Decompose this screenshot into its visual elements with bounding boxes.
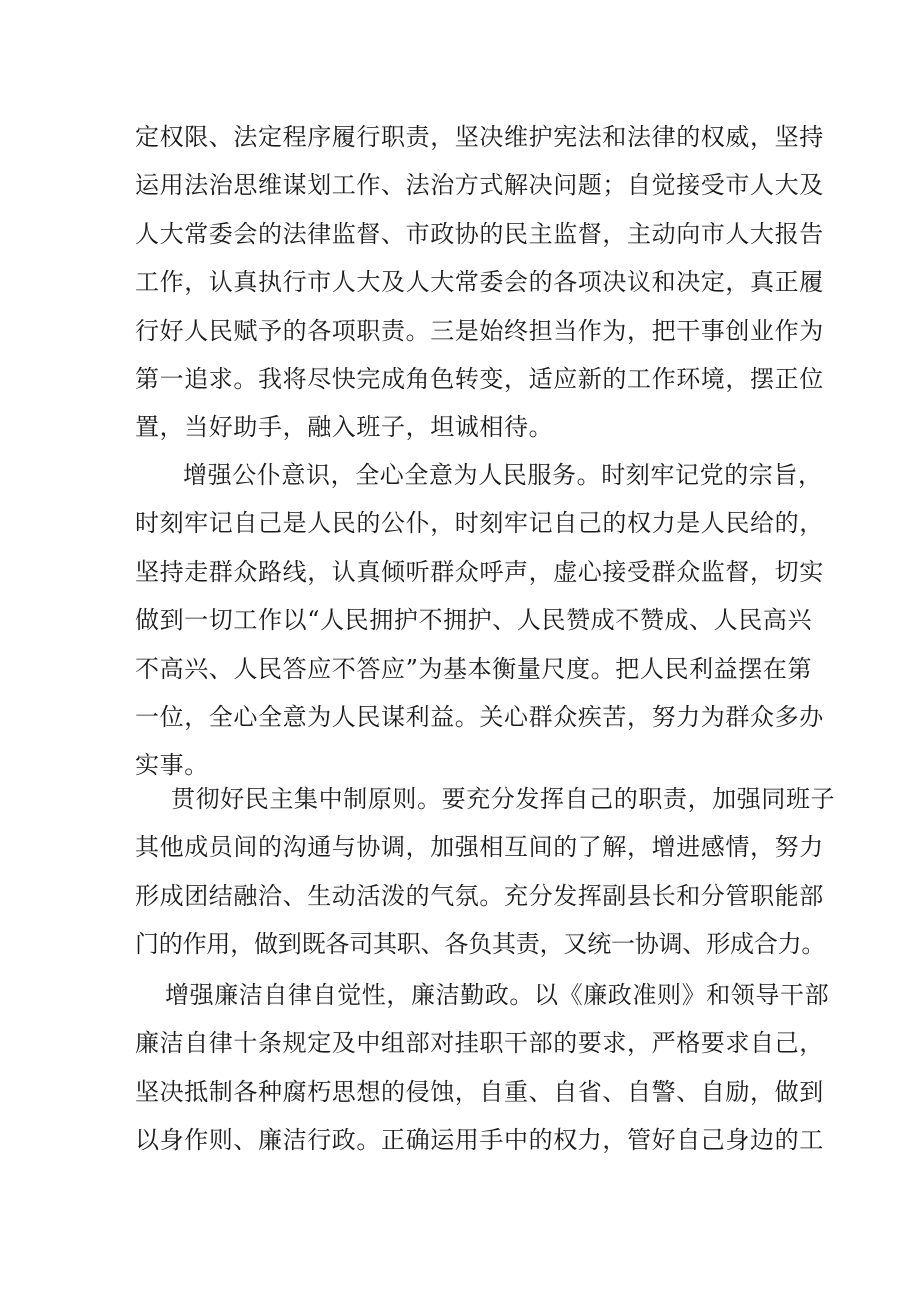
text-line: 坚决抵制各种腐朽思想的侵蚀，自重、自省、自警、自励，做到: [135, 1077, 824, 1106]
text-line: 门的作用，做到既各司其职、各负其责，又统一协调、形成合力。: [135, 930, 826, 959]
text-line: 置，当好助手，融入班子，坦诚相待。: [135, 413, 554, 442]
text-line: 以身作则、廉洁行政。正确运用手中的权力，管好自己身边的工: [135, 1126, 824, 1155]
text-line: 其他成员间的沟通与协调，加强相互间的了解，增进感情，努力: [135, 833, 824, 862]
text-line: 坚持走群众路线，认真倾听群众呼声，虚心接受群众监督，切实: [135, 557, 824, 586]
paragraph-integrity: [135, 971, 830, 1165]
text-line: 实事。: [135, 751, 209, 780]
paragraph-public-servant: [135, 451, 824, 790]
text-line: 一位，全心全意为人民谋利益。关心群众疾苦，努力为群众多办: [135, 702, 824, 731]
text-line: 工作，认真执行市人大及人大常委会的各项决议和决定，真正履: [135, 268, 824, 297]
text-line: 廉洁自律十条规定及中组部对挂职干部的要求，严格要求自己，: [135, 1029, 824, 1058]
text-line: 人大常委会的法律监督、市政协的民主监督，主动向市人大报告: [135, 219, 824, 248]
text-line: 第一追求。我将尽快完成角色转变，适应新的工作环境，摆正位: [135, 364, 824, 393]
text-line: 运用法治思维谋划工作、法治方式解决问题；自觉接受市人大及: [135, 171, 824, 200]
text-line: 定权限、法定程序履行职责，坚决维护宪法和法律的权威，坚持: [135, 123, 824, 151]
paragraph-duty-performance: [135, 113, 824, 452]
text-line: 增强廉洁自律自觉性，廉洁勤政。以《廉政准则》和领导干部: [165, 981, 830, 1009]
text-line: 行好人民赋予的各项职责。三是始终担当作为，把干事创业作为: [135, 316, 824, 345]
text-line: 不高兴、人民答应不答应”为基本衡量尺度。把人民利益摆在第: [135, 654, 813, 683]
text-line: 时刻牢记自己是人民的公仆，时刻牢记自己的权力是人民给的，: [135, 509, 824, 538]
text-line: 做到一切工作以“人民拥护不拥护、人民赞成不赞成、人民高兴: [135, 606, 813, 635]
text-line: 贯彻好民主集中制原则。要充分发挥自己的职责，加强同班子: [171, 785, 836, 813]
paragraph-democratic-centralism: [135, 775, 836, 969]
text-line: 增强公仆意识，全心全意为人民服务。时刻牢记党的宗旨，: [183, 461, 823, 489]
text-line: 形成团结融洽、生动活泼的气氛。充分发挥副县长和分管职能部: [135, 881, 824, 910]
